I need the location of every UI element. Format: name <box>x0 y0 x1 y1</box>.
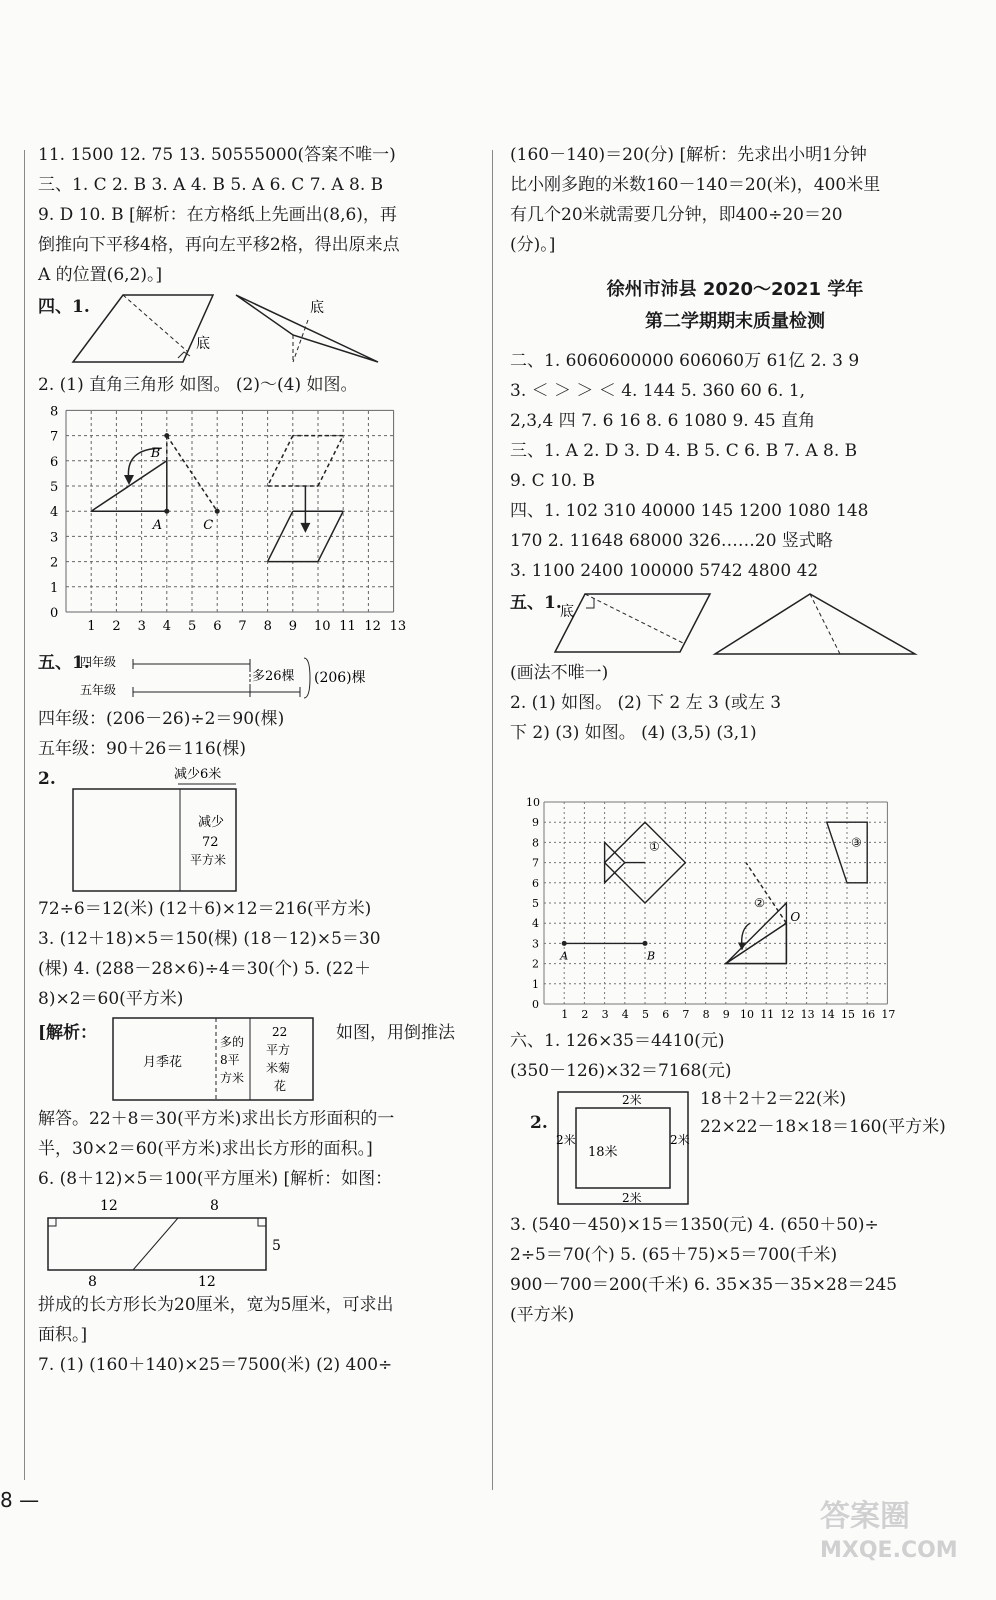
answer-line: 8)×2＝60(平方米) <box>38 989 184 1009</box>
split-rectangle-diagram <box>38 1194 478 1290</box>
label-base: 底 <box>310 300 324 316</box>
answer-line: 3. ＜ ＞ ＞ ＜ 4. 144 5. 360 60 6. 1, <box>510 381 806 401</box>
page-number: 8 — <box>0 1488 40 1512</box>
exam-subtitle: 第二学期期末质量检测 <box>645 311 825 332</box>
answer-line: 半，30×2＝60(平方米)求出长方形的面积。] <box>38 1139 373 1159</box>
answer-line: (平方米) <box>510 1305 575 1325</box>
svg-text:5: 5 <box>272 1238 281 1254</box>
svg-text:花: 花 <box>274 1079 287 1093</box>
axis-tick-x: 14 <box>820 1008 835 1021</box>
axis-tick-x: 5 <box>642 1008 649 1021</box>
shape-label: ③ <box>851 835 862 850</box>
axis-tick-x: 1 <box>87 619 96 634</box>
point-label: O <box>790 910 801 925</box>
svg-text:2米: 2米 <box>556 1133 576 1147</box>
axis-tick-y: 5 <box>532 897 539 910</box>
label-grade5: 五年级 <box>80 683 117 697</box>
answer-line: 下 2) (3) 如图。 (4) (3,5) (3,1) <box>510 723 757 743</box>
coordinate-grid-1 <box>38 404 478 644</box>
axis-tick-y: 3 <box>50 530 59 546</box>
svg-text:18米: 18米 <box>588 1145 618 1160</box>
axis-tick-x: 12 <box>364 619 381 634</box>
left-margin-rule <box>24 150 25 1480</box>
answer-line: 3. (12＋18)×5＝150(棵) (18－12)×5＝30 <box>38 929 381 949</box>
answer-line: 五年级：90＋26＝116(棵) <box>38 739 246 759</box>
axis-tick-x: 9 <box>722 1008 730 1021</box>
point-label: A <box>152 518 163 534</box>
axis-tick-x: 12 <box>780 1008 795 1021</box>
axis-tick-x: 13 <box>800 1008 815 1021</box>
axis-tick-x: 4 <box>162 619 172 634</box>
answer-line: 三、1. A 2. D 3. D 4. B 5. C 6. B 7. A 8. B <box>510 441 858 461</box>
label-more26: 多26棵 <box>252 669 295 684</box>
column-divider <box>492 150 493 1490</box>
square-figure <box>510 1086 700 1210</box>
axis-tick-x: 5 <box>188 619 197 634</box>
axis-tick-y: 5 <box>50 480 59 495</box>
axis-tick-y: 8 <box>50 404 59 420</box>
svg-text:2米: 2米 <box>622 1093 642 1107</box>
svg-text:8: 8 <box>210 1198 219 1214</box>
axis-tick-x: 11 <box>339 619 356 634</box>
svg-text:平方: 平方 <box>266 1043 291 1057</box>
answer-line: 解答。22＋8＝30(平方米)求出长方形面积的一 <box>38 1109 395 1129</box>
answer-line: (画法不唯一) <box>510 663 609 683</box>
answer-line: 9. C 10. B <box>510 471 595 491</box>
item-number: 2. <box>530 1113 548 1133</box>
flower-bed-diagram <box>38 1014 478 1104</box>
answer-line: 有几个20米就需要几分钟，即400÷20＝20 <box>510 205 843 225</box>
label-grade4: 四年级 <box>80 655 117 669</box>
figure-parallelogram-triangle <box>38 290 478 370</box>
line-segment-diagram <box>38 644 478 704</box>
watermark: 答案圈 MXQE.COM <box>820 1499 958 1563</box>
svg-text:2米: 2米 <box>622 1191 642 1205</box>
axis-tick-y: 1 <box>532 977 539 991</box>
shapes-figure <box>38 290 478 370</box>
svg-text:2米: 2米 <box>670 1133 690 1147</box>
shapes-figure <box>510 586 960 658</box>
svg-text:米菊: 米菊 <box>266 1061 291 1075</box>
square-path-diagram <box>510 1086 960 1210</box>
svg-text:方米: 方米 <box>220 1071 245 1085</box>
axis-tick-y: 1 <box>50 580 59 596</box>
axis-tick-y: 2 <box>532 957 539 971</box>
point-label: B <box>647 949 656 963</box>
point-label: C <box>203 518 214 534</box>
axis-tick-y: 6 <box>50 454 59 470</box>
answer-line: 倒推向下平移4格，再向左平移2格，得出原来点 <box>38 235 400 255</box>
analysis-label: [解析： <box>38 1023 98 1043</box>
label-reduce6: 减少6米 <box>174 767 222 782</box>
point-label: A <box>560 949 569 963</box>
axis-tick-y: 3 <box>532 937 539 951</box>
answer-line: 三、1. C 2. B 3. A 4. B 5. A 6. C 7. A 8. B <box>38 175 384 195</box>
label-reduce: 减少 <box>198 815 225 830</box>
axis-tick-x: 1 <box>561 1008 569 1021</box>
label-base: 底 <box>560 604 574 620</box>
left-column <box>38 140 478 1380</box>
answer-line: 3. 1100 2400 100000 5742 4800 42 <box>510 561 819 581</box>
axis-tick-x: 6 <box>662 1008 670 1021</box>
flower-figure <box>38 1014 338 1104</box>
answer-line: 2. (1) 如图。 (2) 下 2 左 3 (或左 3 <box>510 693 782 713</box>
label-base: 底 <box>196 336 210 352</box>
label-total: (206)棵 <box>314 670 366 686</box>
axis-tick-y: 2 <box>50 555 59 571</box>
axis-tick-y: 8 <box>532 836 539 850</box>
answer-line: 900－700＝200(千米) 6. 35×35－35×28＝245 <box>510 1275 898 1295</box>
axis-tick-x: 2 <box>581 1008 589 1021</box>
section-heading: 五、1. <box>510 593 562 613</box>
axis-tick-y: 4 <box>50 505 59 521</box>
axis-tick-y: 7 <box>50 429 59 445</box>
answer-line: 18＋2＋2＝22(米) <box>700 1089 847 1109</box>
exam-title: 徐州市沛县 2020～2021 学年 <box>606 279 864 300</box>
answer-line: 9. D 10. B [解析：在方格纸上先画出(8,6)，再 <box>38 205 397 225</box>
label-72: 72 <box>202 835 219 850</box>
answer-line: 2,3,4 四 7. 6 16 8. 6 1080 9. 45 直角 <box>510 411 816 431</box>
svg-text:8: 8 <box>88 1274 97 1290</box>
axis-tick-x: 15 <box>841 1008 855 1021</box>
answer-line: 四年级：(206－26)÷2＝90(棵) <box>38 709 285 729</box>
answer-line: A 的位置(6,2)。] <box>38 265 163 285</box>
axis-tick-y: 4 <box>532 917 539 931</box>
segment-figure <box>38 644 478 704</box>
axis-tick-x: 3 <box>137 619 146 634</box>
shapes-figure-2 <box>510 586 960 658</box>
answer-line: 11. 1500 12. 75 13. 50555000(答案不唯一) <box>38 145 396 165</box>
svg-text:12: 12 <box>100 1198 118 1214</box>
answer-line: 比小刚多跑的米数160－140＝20(米)，400米里 <box>510 175 881 195</box>
axis-tick-y: 7 <box>532 856 539 870</box>
axis-tick-x: 3 <box>601 1008 609 1021</box>
answer-line: 22×22－18×18＝160(平方米) <box>700 1117 946 1137</box>
answer-line: 六、1. 126×35＝4410(元) <box>510 1031 725 1051</box>
answer-line: 3. (540－450)×15＝1350(元) 4. (650＋50)÷ <box>510 1215 879 1235</box>
point-label: B <box>150 445 161 461</box>
axis-tick-x: 6 <box>213 619 222 634</box>
axis-tick-x: 10 <box>314 619 331 634</box>
section-heading: 四、1. <box>38 297 90 317</box>
coordinate-grid-2 <box>510 756 960 1026</box>
answer-line: 6. (8＋12)×5＝100(平方厘米) [解析：如图： <box>38 1169 393 1189</box>
answer-line: 二、1. 6060600000 606060万 61亿 2. 3 9 <box>510 351 860 371</box>
answer-line: 面积。] <box>38 1325 88 1345</box>
answer-line: (160－140)＝20(分) [解析：先求出小明1分钟 <box>510 145 867 165</box>
answer-line: 四、1. 102 310 40000 145 1200 1080 148 <box>510 501 869 521</box>
answer-line: (分)。] <box>510 235 556 255</box>
axis-tick-x: 8 <box>263 619 272 634</box>
item-number: 2. <box>38 769 56 789</box>
svg-text:8平: 8平 <box>220 1053 240 1067</box>
rectangle-diagram <box>38 764 478 894</box>
label-sqm: 平方米 <box>190 853 227 867</box>
axis-tick-x: 4 <box>621 1008 629 1021</box>
analysis-text: 如图，用倒推法 <box>336 1023 455 1043</box>
axis-tick-y: 0 <box>50 606 59 621</box>
shape-label: ② <box>754 896 765 911</box>
shape-label: ① <box>649 839 660 854</box>
axis-tick-x: 16 <box>861 1008 876 1021</box>
rect-figure <box>38 764 478 894</box>
axis-tick-x: 7 <box>682 1008 690 1021</box>
answer-line: 7. (1) (160＋140)×25＝7500(米) (2) 400÷ <box>38 1355 393 1375</box>
svg-text:多的: 多的 <box>220 1035 245 1049</box>
axis-tick-x: 13 <box>389 619 407 634</box>
axis-tick-x: 11 <box>760 1008 775 1021</box>
svg-text:22: 22 <box>272 1025 288 1039</box>
axis-tick-y: 9 <box>532 816 539 830</box>
axis-tick-y: 0 <box>532 998 539 1011</box>
axis-tick-x: 17 <box>881 1008 896 1021</box>
label-rose: 月季花 <box>143 1055 183 1070</box>
axis-tick-x: 9 <box>288 619 298 634</box>
axis-tick-y: 10 <box>526 796 540 809</box>
axis-tick-x: 8 <box>702 1008 710 1021</box>
answer-line: (棵) 4. (288－28×6)÷4＝30(个) 5. (22＋ <box>38 959 371 979</box>
answer-line: (350－126)×32＝7168(元) <box>510 1061 732 1081</box>
right-column <box>510 140 960 1330</box>
axis-tick-x: 7 <box>238 619 247 634</box>
axis-tick-x: 10 <box>740 1008 754 1021</box>
axis-tick-y: 6 <box>532 876 539 890</box>
axis-tick-x: 2 <box>112 619 121 634</box>
answer-line: 72÷6＝12(米) (12＋6)×12＝216(平方米) <box>38 899 372 919</box>
answer-line: 2÷5＝70(个) 5. (65＋75)×5＝700(千米) <box>510 1245 838 1265</box>
answer-line: 170 2. 11648 68000 326……20 竖式略 <box>510 531 833 551</box>
answer-line: 拼成的长方形长为20厘米，宽为5厘米，可求出 <box>38 1295 394 1315</box>
section-heading: 五、1. <box>38 653 90 673</box>
svg-text:12: 12 <box>198 1274 216 1290</box>
answer-line: 2. (1) 直角三角形 如图。 (2)～(4) 如图。 <box>38 375 358 395</box>
